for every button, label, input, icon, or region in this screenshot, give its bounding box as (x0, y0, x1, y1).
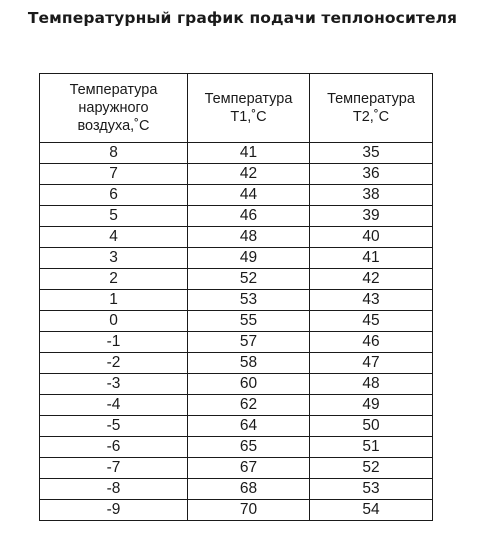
cell-outdoor-temperature: -6 (40, 437, 188, 458)
page-title: Температурный график подачи теплоносителя (27, 9, 458, 27)
cell-t2-temperature: 42 (310, 269, 433, 290)
table-row (40, 500, 433, 521)
header-outdoor-line-1: Температура (69, 82, 158, 98)
header-t1-line-2: Т1,˚С (230, 109, 267, 125)
cell-t1-temperature: 44 (188, 185, 310, 206)
temperature-table (39, 73, 433, 521)
cell-t1-temperature: 62 (188, 395, 310, 416)
cell-t2-temperature: 39 (310, 206, 433, 227)
header-outdoor-line-3: воздуха,˚С (77, 118, 150, 134)
cell-outdoor-temperature: -9 (40, 500, 188, 521)
table-row (40, 143, 433, 164)
cell-t1-temperature: 55 (188, 311, 310, 332)
cell-t2-temperature: 53 (310, 479, 433, 500)
table-row (40, 227, 433, 248)
cell-outdoor-temperature: 0 (40, 311, 188, 332)
cell-t2-temperature: 50 (310, 416, 433, 437)
table-row (40, 332, 433, 353)
table-row (40, 290, 433, 311)
cell-t1-temperature: 48 (188, 227, 310, 248)
cell-t1-temperature: 42 (188, 164, 310, 185)
cell-outdoor-temperature: 5 (40, 206, 188, 227)
cell-outdoor-temperature: 3 (40, 248, 188, 269)
table-row (40, 374, 433, 395)
cell-t2-temperature: 51 (310, 437, 433, 458)
cell-t1-temperature: 52 (188, 269, 310, 290)
cell-t2-temperature: 41 (310, 248, 433, 269)
table-row (40, 437, 433, 458)
cell-outdoor-temperature: -1 (40, 332, 188, 353)
table-row (40, 479, 433, 500)
cell-t1-temperature: 64 (188, 416, 310, 437)
cell-t2-temperature: 54 (310, 500, 433, 521)
cell-t1-temperature: 53 (188, 290, 310, 311)
cell-t1-temperature: 67 (188, 458, 310, 479)
table-row (40, 353, 433, 374)
cell-t2-temperature: 36 (310, 164, 433, 185)
cell-t1-temperature: 57 (188, 332, 310, 353)
cell-t1-temperature: 65 (188, 437, 310, 458)
table-row (40, 185, 433, 206)
cell-outdoor-temperature: -4 (40, 395, 188, 416)
cell-t2-temperature: 47 (310, 353, 433, 374)
header-t2-line-2: Т2,˚С (352, 109, 390, 125)
header-outdoor-line-2: наружного (78, 100, 149, 116)
cell-t2-temperature: 43 (310, 290, 433, 311)
cell-t2-temperature: 40 (310, 227, 433, 248)
cell-outdoor-temperature: 2 (40, 269, 188, 290)
cell-outdoor-temperature: -2 (40, 353, 188, 374)
cell-outdoor-temperature: 1 (40, 290, 188, 311)
cell-outdoor-temperature: 8 (40, 143, 188, 164)
cell-outdoor-temperature: -7 (40, 458, 188, 479)
table-row (40, 395, 433, 416)
cell-t2-temperature: 45 (310, 311, 433, 332)
table-header-row (40, 74, 433, 143)
cell-t2-temperature: 38 (310, 185, 433, 206)
cell-t1-temperature: 46 (188, 206, 310, 227)
cell-t2-temperature: 52 (310, 458, 433, 479)
table-row (40, 458, 433, 479)
cell-t1-temperature: 58 (188, 353, 310, 374)
table-body (40, 143, 433, 521)
header-t1-temperature (188, 74, 310, 143)
cell-outdoor-temperature: -3 (40, 374, 188, 395)
table-row (40, 164, 433, 185)
cell-outdoor-temperature: 6 (40, 185, 188, 206)
cell-t2-temperature: 35 (310, 143, 433, 164)
cell-t1-temperature: 60 (188, 374, 310, 395)
cell-t1-temperature: 68 (188, 479, 310, 500)
cell-t1-temperature: 41 (188, 143, 310, 164)
table-row (40, 416, 433, 437)
cell-outdoor-temperature: 4 (40, 227, 188, 248)
table-row (40, 248, 433, 269)
header-outdoor-temperature (40, 74, 188, 143)
cell-outdoor-temperature: -5 (40, 416, 188, 437)
header-t2-line-1: Температура (327, 91, 415, 107)
table-row (40, 269, 433, 290)
cell-t2-temperature: 49 (310, 395, 433, 416)
header-t1-line-1: Температура (204, 91, 293, 107)
cell-t2-temperature: 46 (310, 332, 433, 353)
cell-t2-temperature: 48 (310, 374, 433, 395)
cell-outdoor-temperature: -8 (40, 479, 188, 500)
cell-t1-temperature: 70 (188, 500, 310, 521)
header-t2-temperature (310, 74, 433, 143)
table-row (40, 206, 433, 227)
cell-t1-temperature: 49 (188, 248, 310, 269)
table-row (40, 311, 433, 332)
cell-outdoor-temperature: 7 (40, 164, 188, 185)
